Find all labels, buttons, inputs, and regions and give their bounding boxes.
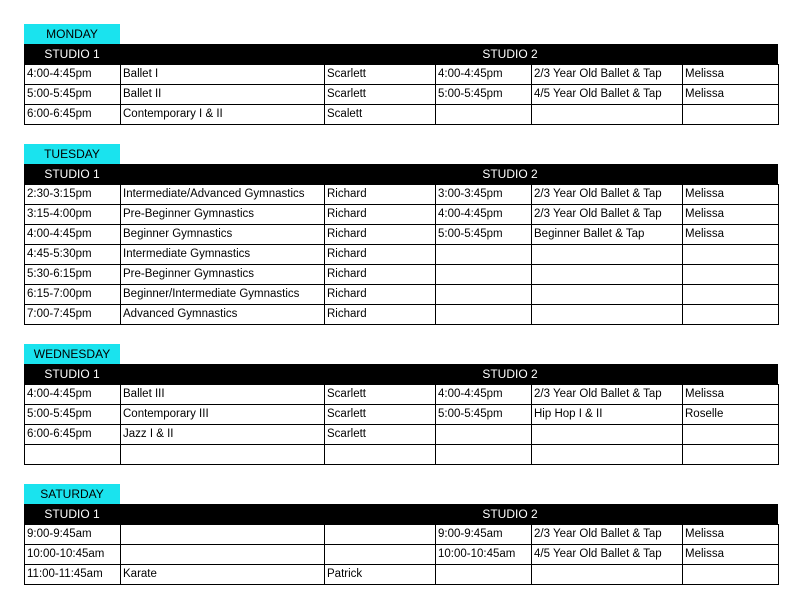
schedule-row <box>25 525 779 545</box>
studio2-time-cell: 3:00-3:45pm <box>436 185 532 205</box>
studio1-time-cell: 2:30-3:15pm <box>25 185 121 205</box>
studio-2-label: STUDIO 2 <box>482 367 538 381</box>
schedule-row <box>25 565 779 585</box>
studio2-teacher-cell <box>683 425 779 445</box>
studio2-time-cell <box>436 105 532 125</box>
studio2-class-cell <box>532 245 683 265</box>
studio1-time-cell: 6:15-7:00pm <box>25 285 121 305</box>
schedule-row <box>25 265 779 285</box>
schedule-table-saturday <box>24 524 779 585</box>
studio1-time-cell: 6:00-6:45pm <box>25 425 121 445</box>
studio2-teacher-cell: Melissa <box>683 545 779 565</box>
studio1-teacher-cell: Richard <box>325 185 436 205</box>
studio1-class-cell: Intermediate Gymnastics <box>121 245 325 265</box>
studio-1-label: STUDIO 1 <box>44 507 100 521</box>
studio1-teacher-cell <box>325 445 436 465</box>
studio1-time-cell: 4:00-4:45pm <box>25 225 121 245</box>
studio2-teacher-cell: Melissa <box>683 385 779 405</box>
studio1-class-cell: Beginner/Intermediate Gymnastics <box>121 285 325 305</box>
studio1-teacher-cell <box>325 545 436 565</box>
schedule-row <box>25 105 779 125</box>
studio2-teacher-cell <box>683 105 779 125</box>
studio1-time-cell: 11:00-11:45am <box>25 565 121 585</box>
studio-header-bar <box>24 44 778 64</box>
studio2-teacher-cell: Melissa <box>683 185 779 205</box>
schedule-row <box>25 245 779 265</box>
schedule-row <box>25 225 779 245</box>
studio1-class-cell: Ballet III <box>121 385 325 405</box>
studio2-class-cell: Beginner Ballet & Tap <box>532 225 683 245</box>
studio2-class-cell <box>532 305 683 325</box>
studio2-time-cell <box>436 445 532 465</box>
studio2-class-cell: 2/3 Year Old Ballet & Tap <box>532 385 683 405</box>
studio2-class-cell: 2/3 Year Old Ballet & Tap <box>532 525 683 545</box>
studio2-time-cell: 4:00-4:45pm <box>436 385 532 405</box>
schedule-row <box>25 85 779 105</box>
studio2-time-cell: 4:00-4:45pm <box>436 65 532 85</box>
schedule-table-wednesday <box>24 384 779 465</box>
studio1-class-cell <box>121 525 325 545</box>
studio1-teacher-cell: Scarlett <box>325 425 436 445</box>
studio2-time-cell <box>436 245 532 265</box>
studio1-teacher-cell: Scarlett <box>325 85 436 105</box>
studio2-class-cell <box>532 565 683 585</box>
studio2-teacher-cell: Melissa <box>683 65 779 85</box>
studio1-class-cell: Pre-Beginner Gymnastics <box>121 265 325 285</box>
studio2-time-cell <box>436 305 532 325</box>
schedule-row <box>25 205 779 225</box>
studio1-teacher-cell: Richard <box>325 245 436 265</box>
studio1-teacher-cell: Richard <box>325 305 436 325</box>
studio2-class-cell <box>532 445 683 465</box>
studio-2-label: STUDIO 2 <box>482 507 538 521</box>
studio2-time-cell <box>436 425 532 445</box>
studio1-class-cell: Contemporary III <box>121 405 325 425</box>
studio2-class-cell <box>532 285 683 305</box>
studio-header-bar <box>24 364 778 384</box>
studio1-time-cell: 7:00-7:45pm <box>25 305 121 325</box>
studio1-teacher-cell: Scarlett <box>325 65 436 85</box>
studio1-time-cell: 4:00-4:45pm <box>25 385 121 405</box>
studio1-class-cell: Advanced Gymnastics <box>121 305 325 325</box>
schedule-row <box>25 405 779 425</box>
schedule-table-monday <box>24 64 779 125</box>
studio1-time-cell: 9:00-9:45am <box>25 525 121 545</box>
studio2-time-cell <box>436 565 532 585</box>
schedule-row <box>25 65 779 85</box>
schedule-row <box>25 445 779 465</box>
schedule-row <box>25 185 779 205</box>
studio2-teacher-cell: Melissa <box>683 525 779 545</box>
studio-2-label: STUDIO 2 <box>482 167 538 181</box>
studio1-time-cell: 5:00-5:45pm <box>25 85 121 105</box>
schedule-row <box>25 425 779 445</box>
studio1-teacher-cell <box>325 525 436 545</box>
studio2-teacher-cell <box>683 285 779 305</box>
studio1-class-cell: Contemporary I & II <box>121 105 325 125</box>
studio1-teacher-cell: Scarlett <box>325 385 436 405</box>
studio1-teacher-cell: Richard <box>325 205 436 225</box>
studio-header-bar <box>24 504 778 524</box>
studio2-class-cell: Hip Hop I & II <box>532 405 683 425</box>
studio1-time-cell: 5:00-5:45pm <box>25 405 121 425</box>
studio2-teacher-cell <box>683 305 779 325</box>
studio2-teacher-cell <box>683 445 779 465</box>
studio2-class-cell: 2/3 Year Old Ballet & Tap <box>532 185 683 205</box>
schedule-row <box>25 305 779 325</box>
studio1-time-cell: 5:30-6:15pm <box>25 265 121 285</box>
studio2-class-cell: 2/3 Year Old Ballet & Tap <box>532 205 683 225</box>
studio1-time-cell: 6:00-6:45pm <box>25 105 121 125</box>
studio2-class-cell <box>532 265 683 285</box>
studio2-class-cell <box>532 105 683 125</box>
studio1-class-cell: Ballet I <box>121 65 325 85</box>
studio1-teacher-cell: Scarlett <box>325 405 436 425</box>
schedule-row <box>25 545 779 565</box>
studio2-time-cell: 5:00-5:45pm <box>436 225 532 245</box>
day-heading-monday: MONDAY <box>24 24 120 44</box>
studio2-class-cell: 2/3 Year Old Ballet & Tap <box>532 65 683 85</box>
studio2-class-cell: 4/5 Year Old Ballet & Tap <box>532 85 683 105</box>
studio2-teacher-cell <box>683 265 779 285</box>
studio2-teacher-cell: Melissa <box>683 225 779 245</box>
studio1-class-cell: Pre-Beginner Gymnastics <box>121 205 325 225</box>
studio2-time-cell <box>436 285 532 305</box>
day-heading-tuesday: TUESDAY <box>24 144 120 164</box>
studio2-class-cell <box>532 425 683 445</box>
studio2-time-cell: 9:00-9:45am <box>436 525 532 545</box>
studio1-teacher-cell: Richard <box>325 225 436 245</box>
studio2-teacher-cell: Melissa <box>683 205 779 225</box>
studio1-class-cell: Beginner Gymnastics <box>121 225 325 245</box>
studio-1-label: STUDIO 1 <box>44 47 100 61</box>
studio2-teacher-cell: Roselle <box>683 405 779 425</box>
studio-1-label: STUDIO 1 <box>44 167 100 181</box>
studio-1-label: STUDIO 1 <box>44 367 100 381</box>
studio-2-label: STUDIO 2 <box>482 47 538 61</box>
studio2-class-cell: 4/5 Year Old Ballet & Tap <box>532 545 683 565</box>
studio1-time-cell: 4:00-4:45pm <box>25 65 121 85</box>
studio2-teacher-cell <box>683 245 779 265</box>
schedule-row <box>25 385 779 405</box>
studio1-teacher-cell: Richard <box>325 265 436 285</box>
studio1-time-cell <box>25 445 121 465</box>
studio1-class-cell <box>121 445 325 465</box>
studio1-time-cell: 10:00-10:45am <box>25 545 121 565</box>
studio1-time-cell: 4:45-5:30pm <box>25 245 121 265</box>
studio1-teacher-cell: Richard <box>325 285 436 305</box>
studio2-time-cell <box>436 265 532 285</box>
studio2-teacher-cell <box>683 565 779 585</box>
studio1-teacher-cell: Patrick <box>325 565 436 585</box>
studio1-class-cell <box>121 545 325 565</box>
studio2-teacher-cell: Melissa <box>683 85 779 105</box>
studio1-class-cell: Karate <box>121 565 325 585</box>
studio1-class-cell: Ballet II <box>121 85 325 105</box>
studio1-teacher-cell: Scalett <box>325 105 436 125</box>
studio2-time-cell: 10:00-10:45am <box>436 545 532 565</box>
studio1-time-cell: 3:15-4:00pm <box>25 205 121 225</box>
day-heading-saturday: SATURDAY <box>24 484 120 504</box>
schedule-row <box>25 285 779 305</box>
studio2-time-cell: 5:00-5:45pm <box>436 405 532 425</box>
day-heading-wednesday: WEDNESDAY <box>24 344 120 364</box>
studio1-class-cell: Intermediate/Advanced Gymnastics <box>121 185 325 205</box>
studio2-time-cell: 4:00-4:45pm <box>436 205 532 225</box>
studio-header-bar <box>24 164 778 184</box>
studio1-class-cell: Jazz I & II <box>121 425 325 445</box>
studio2-time-cell: 5:00-5:45pm <box>436 85 532 105</box>
schedule-table-tuesday <box>24 184 779 325</box>
